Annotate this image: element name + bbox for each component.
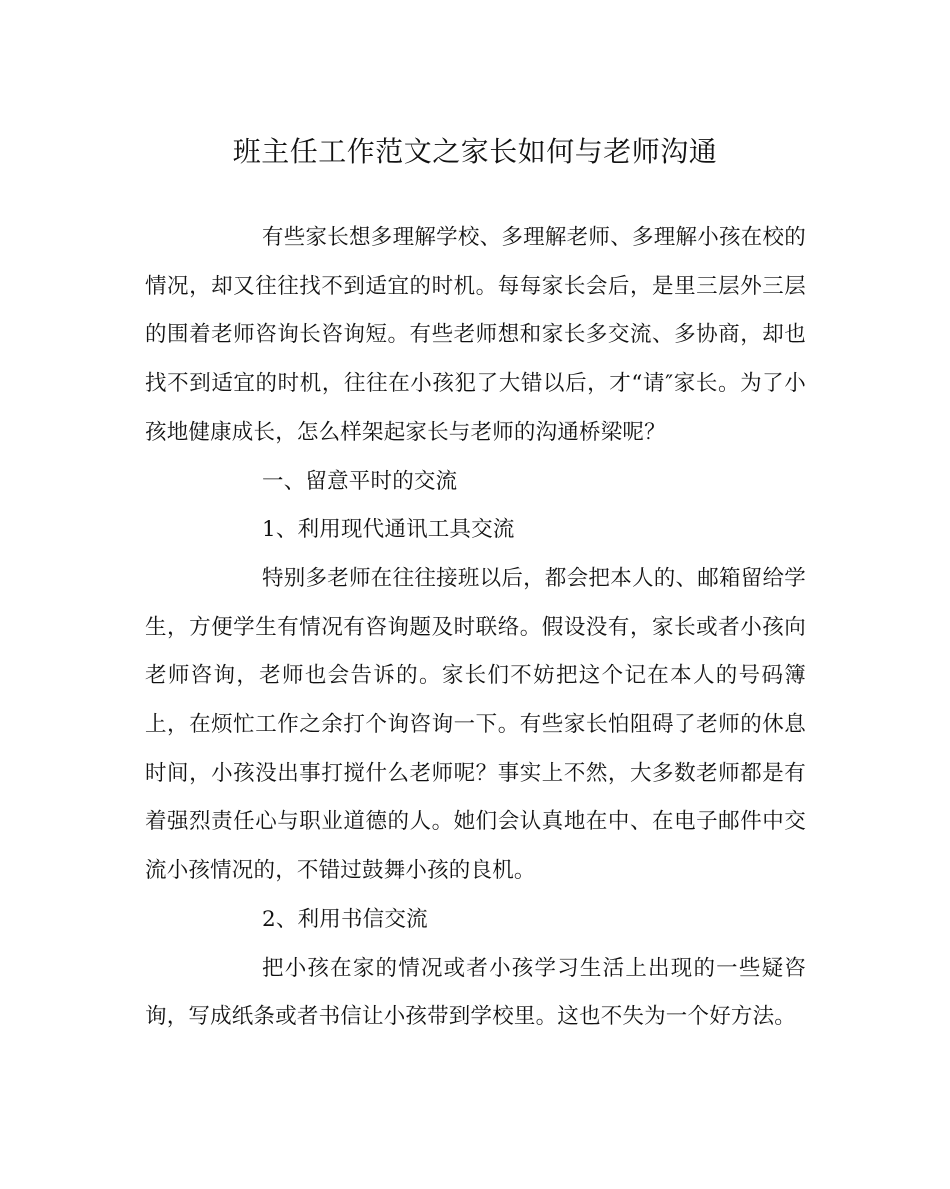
section-heading-1: 一、留意平时的交流 [262,468,458,494]
subsection-heading-2: 2、利用书信交流 [262,906,428,932]
paragraph-communication-tools: 特别多老师在往往接班以后，都会把本人的、邮箱留给学生，方便学生有情况有咨询题及时联络。假设没有，家长或者小孩向老师咨询，老师也会告诉的。家长们不妨把这个记在本人的号码簿上，在烦忙工作之余打个询咨询一下。有些家长怕阻碍了老师的休息时间，小孩没出事打搅什么老师呢？事实上不然，大多数老师都是有着强烈责任心与职业道德的人。她们会认真地在中、在电子邮件中交流小孩情况的，不错过鼓舞小孩的良机。 [145,565,806,884]
document-body [145,214,806,1042]
paragraph-letters: 把小孩在家的情况或者小孩学习生活上出现的一些疑咨询，写成纸条或者书信让小孩带到学校里。这也不失为一个好方法。 [145,955,806,1030]
subsection-heading-1: 1、利用现代通讯工具交流 [262,517,515,543]
document-title: 班主任工作范文之家长如何与老师沟通 [232,135,718,168]
paragraph-intro: 有些家长想多理解学校、多理解老师、多理解小孩在校的情况，却又往往找不到适宜的时机。每每家长会后，是里三层外三层的围着老师咨询长咨询短。有些老师想和家长多交流、多协商，却也找不到适宜的时机，往往在小孩犯了大错以后，才“请″家长。为了小孩地健康成长，怎么样架起家长与老师的沟通桥梁呢？ [145,225,806,445]
